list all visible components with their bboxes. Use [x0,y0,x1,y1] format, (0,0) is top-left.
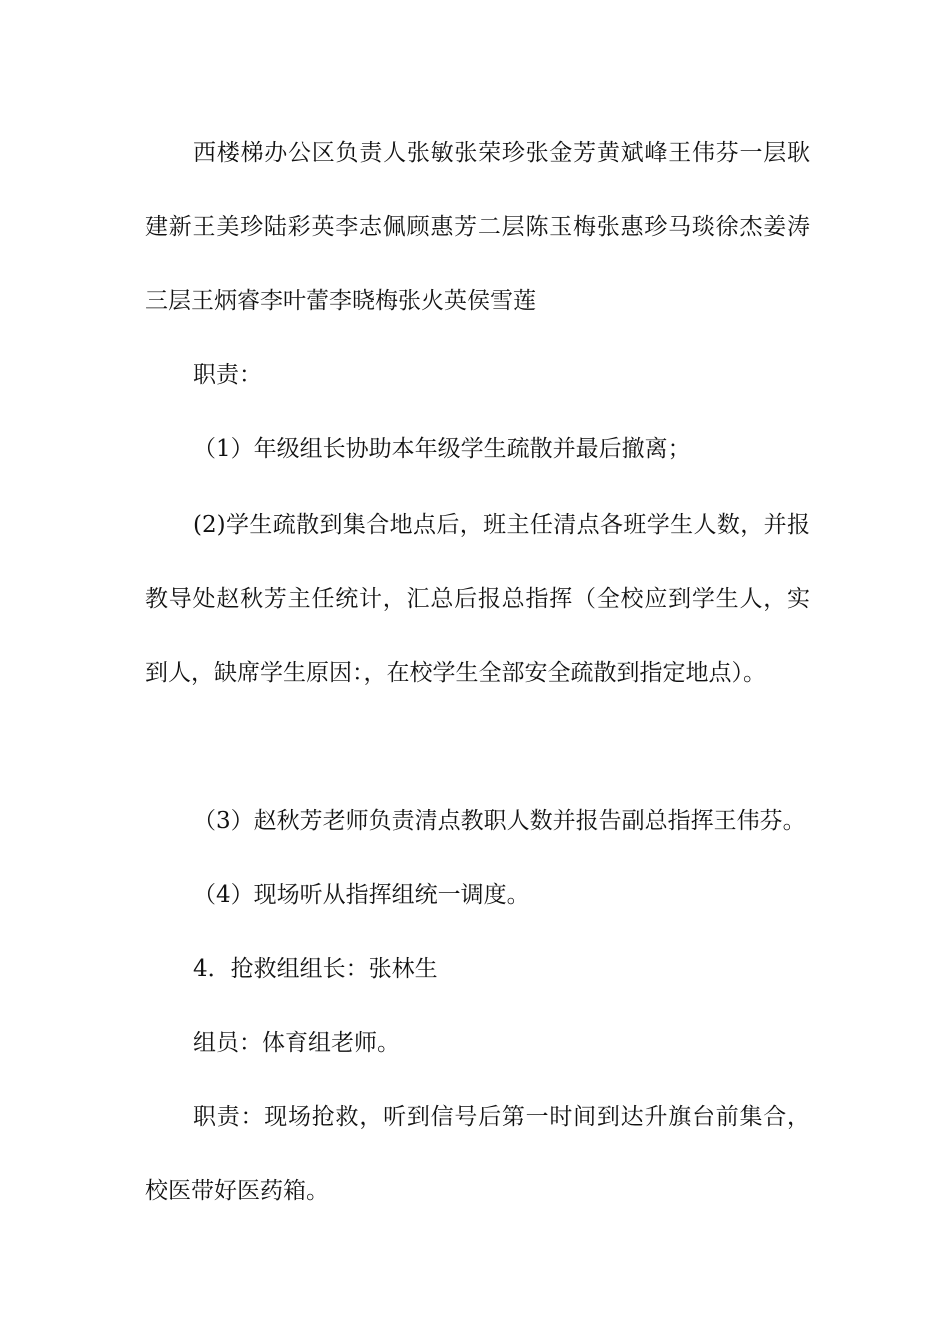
paragraph-rescue-group-members: 组员：体育组老师。 [193,1030,400,1056]
paragraph-duty-1: （1）年级组长协助本年级学生疏散并最后撤离； [193,436,691,462]
paragraph-rescue-group-leader: 4．抢救组组长：张林生 [193,956,438,982]
paragraph-duty-3: （3）赵秋芳老师负责清点教职人数并报告副总指挥王伟芬。 [193,808,806,834]
paragraph-stairwell-staff: 西楼梯办公区负责人张敏张荣珍张金芳黄斌峰王伟芬一层耿建新王美珍陆彩英李志佩顾惠芳二层陈玉梅张惠珍马琰徐杰姜涛三层王炳睿李叶蕾李晓梅张火英侯雪莲 [145,140,810,314]
paragraph-duties-heading: 职责： [193,362,262,388]
paragraph-duty-4: （4）现场听从指挥组统一调度。 [193,882,530,908]
paragraph-duty-2: (2)学生疏散到集合地点后，班主任清点各班学生人数，并报教导处赵秋芳主任统计，汇总后报总指挥（全校应到学生人，实到人，缺席学生原因：，在校学生全部安全疏散到指定地点）。 [145,512,810,686]
paragraph-rescue-group-duties: 职责：现场抢救，听到信号后第一时间到达升旗台前集合，校医带好医药箱。 [145,1104,810,1204]
